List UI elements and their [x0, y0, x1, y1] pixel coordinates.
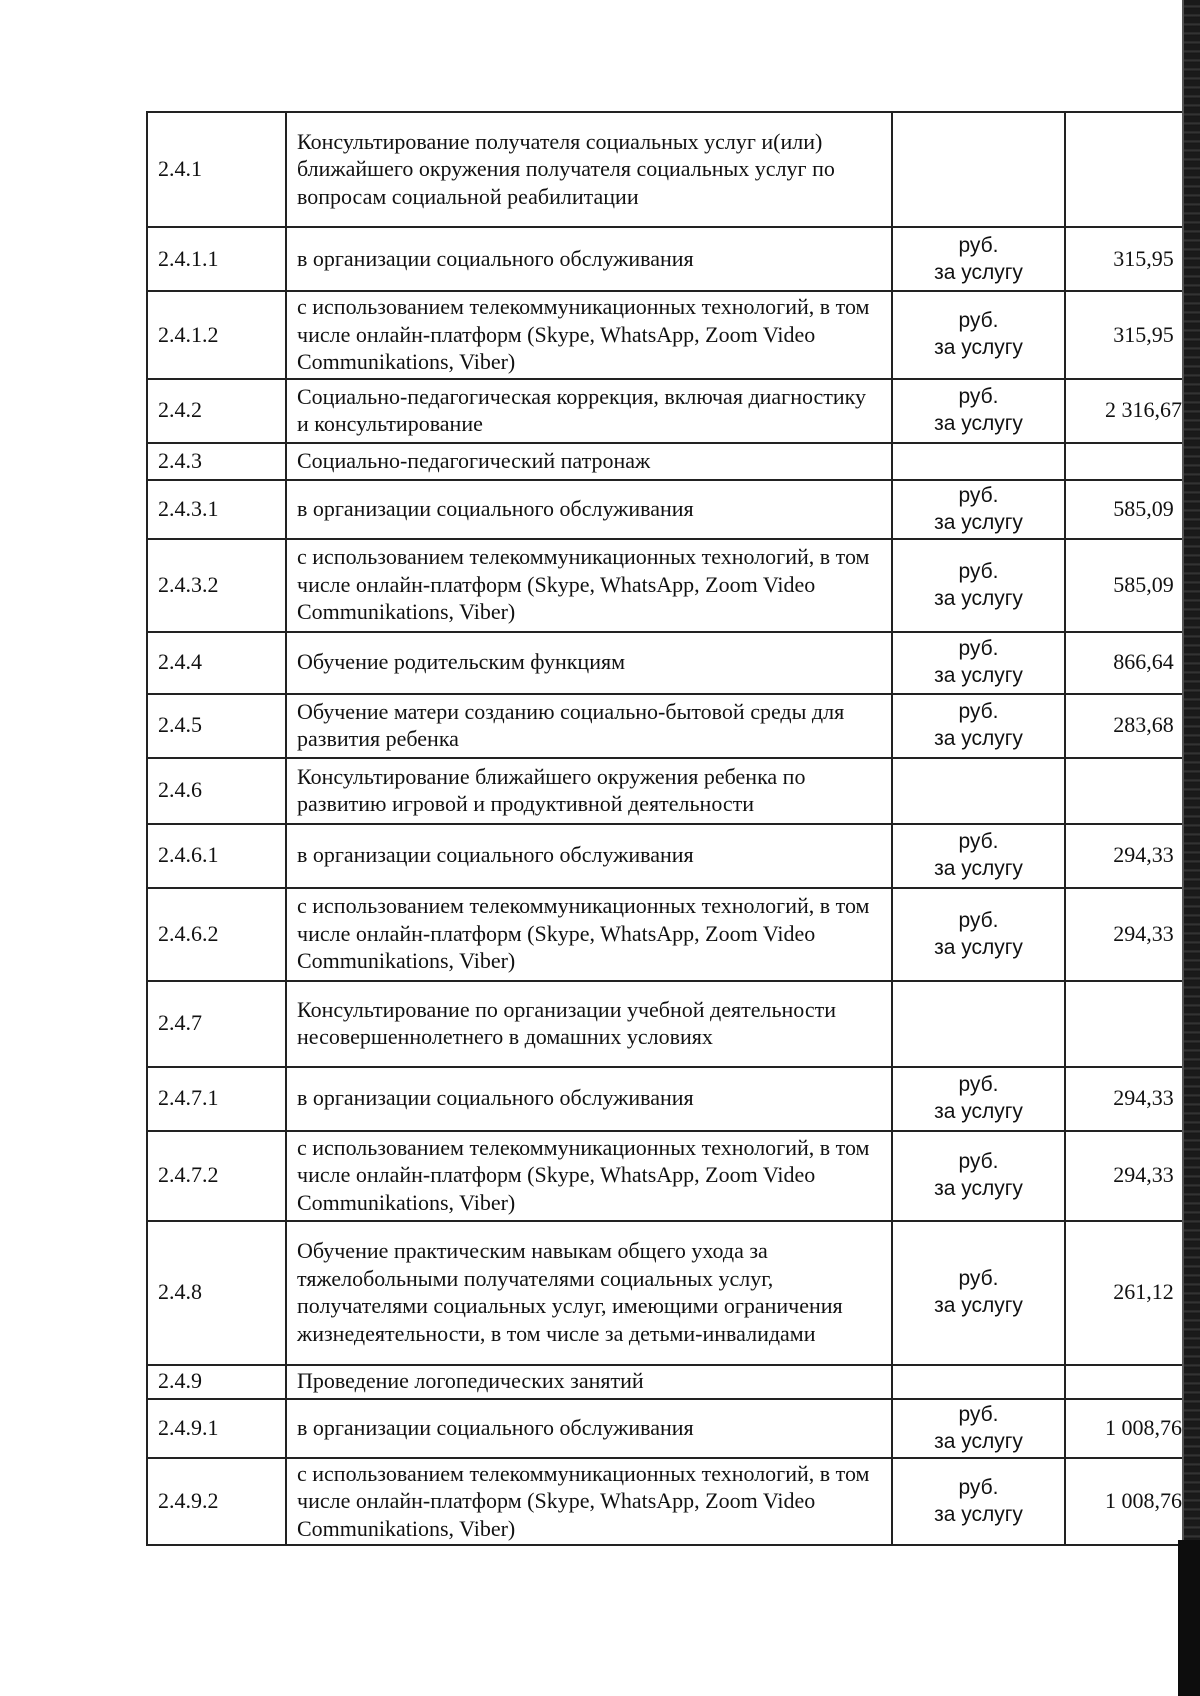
unit-cell	[892, 112, 1065, 227]
table-row	[147, 824, 1200, 888]
unit-cell	[892, 379, 1065, 443]
table-row	[147, 1131, 1200, 1221]
unit-per-service: за услугу	[934, 260, 1023, 284]
table-row	[147, 1067, 1200, 1131]
unit-cell	[892, 1221, 1065, 1365]
service-name: Обучение практическим навыкам общего ухода за тяжелобольными получателями социальных услуг, получателями социальных услуг, имеющими ограничения жизнедеятельности, в том числе за детьми-инвалидами	[286, 1221, 892, 1365]
service-name: Социально-педагогический патронаж	[286, 443, 892, 480]
unit-currency: руб.	[958, 1267, 999, 1290]
service-name: Проведение логопедических занятий	[286, 1365, 892, 1399]
unit-cell	[892, 824, 1065, 888]
unit-per-service: за услугу	[934, 586, 1023, 610]
service-name: с использованием телекоммуникационных технологий, в том числе онлайн-платформ (Skype, WhatsApp, Zoom Video Communikations, Viber)	[286, 291, 892, 379]
unit-cell	[892, 981, 1065, 1067]
service-code: 2.4.7.1	[147, 1067, 286, 1131]
unit-currency: руб.	[958, 1150, 999, 1173]
service-name: Консультирование ближайшего окружения ребенка по развитию игровой и продуктивной деятельности	[286, 758, 892, 824]
price-cell	[1065, 758, 1200, 824]
price-cell: 261,12	[1065, 1221, 1200, 1365]
unit-per-service: за услугу	[934, 664, 1023, 687]
table-row	[147, 632, 1200, 694]
price-cell: 283,68	[1065, 694, 1200, 758]
unit-cell	[892, 632, 1065, 694]
unit-currency: руб.	[958, 1402, 999, 1426]
service-name: в организации социального обслуживания	[286, 1399, 892, 1458]
service-name: Социально-педагогическая коррекция, включая диагностику и консультирование	[286, 379, 892, 443]
unit-currency: руб.	[958, 830, 999, 853]
service-code: 2.4.1.2	[147, 291, 286, 379]
unit-cell	[892, 291, 1065, 379]
service-code: 2.4.3	[147, 443, 286, 480]
unit-currency: руб.	[958, 1073, 999, 1096]
service-code: 2.4.7	[147, 981, 286, 1067]
unit-currency: руб.	[958, 309, 999, 333]
table-row	[147, 539, 1200, 632]
unit-cell	[892, 443, 1065, 480]
price-cell: 866,64	[1065, 632, 1200, 694]
unit-cell	[892, 758, 1065, 824]
unit-per-service: за услугу	[934, 1100, 1023, 1123]
unit-cell	[892, 888, 1065, 981]
unit-per-service: за услугу	[934, 857, 1023, 880]
price-cell: 2 316,67	[1065, 379, 1200, 443]
table-row	[147, 1458, 1200, 1546]
service-code: 2.4.9.1	[147, 1399, 286, 1458]
price-cell: 1 008,76	[1065, 1458, 1200, 1546]
service-name: с использованием телекоммуникационных технологий, в том числе онлайн-платформ (Skype, WhatsApp, Zoom Video Communikations, Viber)	[286, 888, 892, 981]
unit-currency: руб.	[958, 1475, 999, 1499]
unit-cell	[892, 1458, 1065, 1546]
table-row	[147, 981, 1200, 1067]
service-code: 2.4.9.2	[147, 1458, 286, 1546]
unit-currency: руб.	[958, 559, 999, 583]
price-cell: 294,33	[1065, 888, 1200, 981]
price-cell	[1065, 443, 1200, 480]
service-code: 2.4.1.1	[147, 227, 286, 291]
unit-cell	[892, 694, 1065, 758]
unit-currency: руб.	[958, 908, 999, 932]
price-cell: 294,33	[1065, 824, 1200, 888]
service-code: 2.4.6.2	[147, 888, 286, 981]
table-row	[147, 379, 1200, 443]
tariff-table-body	[147, 112, 1200, 1545]
unit-per-service: за услугу	[934, 727, 1023, 750]
service-code: 2.4.6.1	[147, 824, 286, 888]
table-row	[147, 694, 1200, 758]
table-row	[147, 1399, 1200, 1458]
table-row	[147, 888, 1200, 981]
tariff-table	[146, 111, 1200, 1546]
service-name: в организации социального обслуживания	[286, 227, 892, 291]
service-code: 2.4.9	[147, 1365, 286, 1399]
service-code: 2.4.2	[147, 379, 286, 443]
scan-edge-artifact	[1182, 0, 1200, 1696]
unit-per-service: за услугу	[934, 1502, 1023, 1526]
unit-cell	[892, 480, 1065, 539]
price-cell: 1 008,76	[1065, 1399, 1200, 1458]
unit-cell	[892, 1399, 1065, 1458]
price-cell: 294,33	[1065, 1131, 1200, 1221]
unit-currency: руб.	[958, 233, 999, 257]
service-name: в организации социального обслуживания	[286, 824, 892, 888]
price-cell	[1065, 112, 1200, 227]
service-name: с использованием телекоммуникационных технологий, в том числе онлайн-платформ (Skype, WhatsApp, Zoom Video Communikations, Viber)	[286, 539, 892, 632]
unit-per-service: за услугу	[934, 935, 1023, 959]
service-name: Обучение родительским функциям	[286, 632, 892, 694]
price-cell	[1065, 1365, 1200, 1399]
service-code: 2.4.1	[147, 112, 286, 227]
price-cell: 585,09	[1065, 539, 1200, 632]
table-row	[147, 1365, 1200, 1399]
unit-per-service: за услугу	[934, 1429, 1023, 1453]
service-name: Консультирование по организации учебной деятельности несовершеннолетнего в домашних условиях	[286, 981, 892, 1067]
unit-cell	[892, 227, 1065, 291]
unit-per-service: за услугу	[934, 336, 1023, 360]
unit-currency: руб.	[958, 637, 999, 660]
table-row	[147, 1221, 1200, 1365]
price-cell: 315,95	[1065, 227, 1200, 291]
unit-cell	[892, 1067, 1065, 1131]
service-name: с использованием телекоммуникационных технологий, в том числе онлайн-платформ (Skype, WhatsApp, Zoom Video Communikations, Viber)	[286, 1458, 892, 1546]
table-row	[147, 291, 1200, 379]
service-code: 2.4.6	[147, 758, 286, 824]
service-code: 2.4.5	[147, 694, 286, 758]
service-code: 2.4.3.2	[147, 539, 286, 632]
service-code: 2.4.8	[147, 1221, 286, 1365]
table-row	[147, 443, 1200, 480]
scan-edge-shadow	[1178, 1540, 1200, 1696]
unit-currency: руб.	[958, 483, 999, 507]
unit-cell	[892, 1365, 1065, 1399]
service-name: Обучение матери созданию социально-бытовой среды для развития ребенка	[286, 694, 892, 758]
unit-per-service: за услугу	[934, 510, 1023, 534]
table-row	[147, 758, 1200, 824]
table-row	[147, 112, 1200, 227]
service-name: Консультирование получателя социальных услуг и(или) ближайшего окружения получателя социальных услуг по вопросам социальной реабилитации	[286, 112, 892, 227]
price-cell	[1065, 981, 1200, 1067]
unit-per-service: за услугу	[934, 1177, 1023, 1200]
service-name: в организации социального обслуживания	[286, 1067, 892, 1131]
unit-per-service: за услугу	[934, 412, 1023, 435]
table-row	[147, 227, 1200, 291]
price-cell: 294,33	[1065, 1067, 1200, 1131]
unit-currency: руб.	[958, 385, 999, 408]
service-name: в организации социального обслуживания	[286, 480, 892, 539]
unit-currency: руб.	[958, 700, 999, 723]
service-code: 2.4.7.2	[147, 1131, 286, 1221]
unit-per-service: за услугу	[934, 1294, 1023, 1317]
service-name: с использованием телекоммуникационных технологий, в том числе онлайн-платформ (Skype, WhatsApp, Zoom Video Communikations, Viber)	[286, 1131, 892, 1221]
service-code: 2.4.4	[147, 632, 286, 694]
unit-cell	[892, 539, 1065, 632]
unit-cell	[892, 1131, 1065, 1221]
price-cell: 315,95	[1065, 291, 1200, 379]
price-cell: 585,09	[1065, 480, 1200, 539]
table-row	[147, 480, 1200, 539]
service-code: 2.4.3.1	[147, 480, 286, 539]
